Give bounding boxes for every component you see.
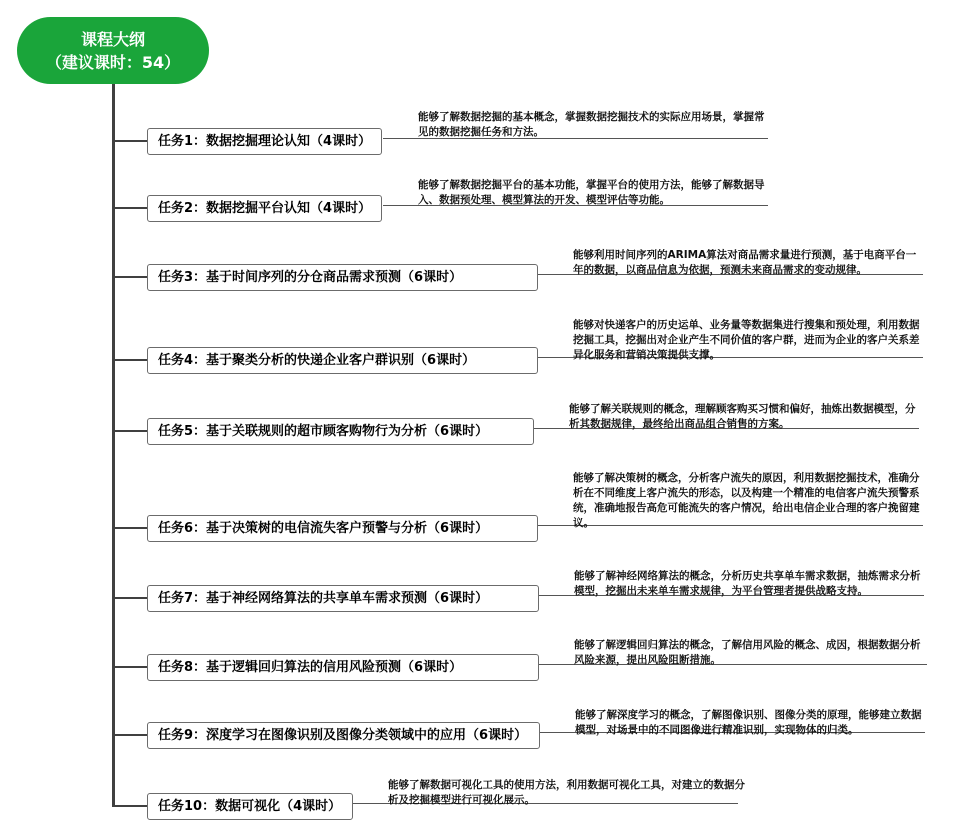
task-description-10: 能够了解数据可视化工具的使用方法，利用数据可视化工具，对建立的数据分析及挖掘模型进行可视化展示。	[388, 779, 745, 806]
branch-line	[113, 805, 147, 807]
task-description-1: 能够了解数据挖掘的基本概念，掌握数据挖掘技术的实际应用场景，掌握常见的数据挖掘任务和方法。	[418, 111, 765, 138]
task-node-2: 任务2：数据挖掘平台认知（4课时）	[147, 195, 382, 222]
task-description-9: 能够了解深度学习的概念，了解图像识别、图像分类的原理，能够建立数据模型，对场景中的不同图像进行精准识别，实现物体的归类。	[575, 709, 922, 736]
branch-line	[113, 597, 147, 599]
branch-line	[113, 140, 147, 142]
branch-line	[113, 359, 147, 361]
root-subtitle: （建议课时：54）	[45, 52, 181, 72]
task-description-2: 能够了解数据挖掘平台的基本功能，掌握平台的使用方法，能够了解数据导入、数据预处理、模型算法的开发、模型评估等功能。	[418, 179, 765, 206]
branch-line	[113, 666, 147, 668]
task-node-4: 任务4：基于聚类分析的快递企业客户群识别（6课时）	[147, 347, 538, 374]
task-node-10: 任务10：数据可视化（4课时）	[147, 793, 353, 820]
root-title: 课程大纲	[80, 29, 145, 49]
task-node-3: 任务3：基于时间序列的分仓商品需求预测（6课时）	[147, 264, 538, 291]
branch-line	[113, 207, 147, 209]
task-node-8: 任务8：基于逻辑回归算法的信用风险预测（6课时）	[147, 654, 539, 681]
branch-line	[113, 734, 147, 736]
root-node	[17, 17, 209, 84]
branch-line	[113, 430, 147, 432]
task-description-6: 能够了解决策树的概念，分析客户流失的原因，利用数据挖掘技术，准确分析在不同维度上客户流失的形态，以及构建一个精准的电信客户流失预警系统，准确地报告高危可能流失的客户情况，给出电信企业合理的客户挽留建议。	[573, 472, 920, 529]
task-node-1: 任务1：数据挖掘理论认知（4课时）	[147, 128, 382, 155]
task-description-7: 能够了解神经网络算法的概念，分析历史共享单车需求数据，抽炼需求分析模型，挖掘出未来单车需求规律，为平台管理者提供战略支持。	[574, 570, 921, 597]
task-node-6: 任务6：基于决策树的电信流失客户预警与分析（6课时）	[147, 515, 538, 542]
task-node-9: 任务9：深度学习在图像识别及图像分类领域中的应用（6课时）	[147, 722, 540, 749]
branch-line	[113, 527, 147, 529]
task-node-7: 任务7：基于神经网络算法的共享单车需求预测（6课时）	[147, 585, 539, 612]
branch-line	[113, 276, 147, 278]
task-description-3: 能够利用时间序列的ARIMA算法对商品需求量进行预测，基于电商平台一年的数据，以商品信息为依据，预测未来商品需求的变动规律。	[573, 249, 917, 276]
task-description-5: 能够了解关联规则的概念，理解顾客购买习惯和偏好，抽炼出数据模型，分析其数据规律，最终给出商品组合销售的方案。	[569, 403, 916, 430]
trunk-line	[112, 84, 115, 807]
task-description-4: 能够对快递客户的历史运单、业务量等数据集进行搜集和预处理，利用数据挖掘工具，挖掘出对企业产生不同价值的客户群，进而为企业的客户关系差异化服务和营销决策提供支撑。	[573, 319, 920, 361]
task-description-8: 能够了解逻辑回归算法的概念，了解信用风险的概念、成因，根据数据分析风险来源，提出风险阻断措施。	[574, 639, 921, 666]
task-node-5: 任务5：基于关联规则的超市顾客购物行为分析（6课时）	[147, 418, 534, 445]
